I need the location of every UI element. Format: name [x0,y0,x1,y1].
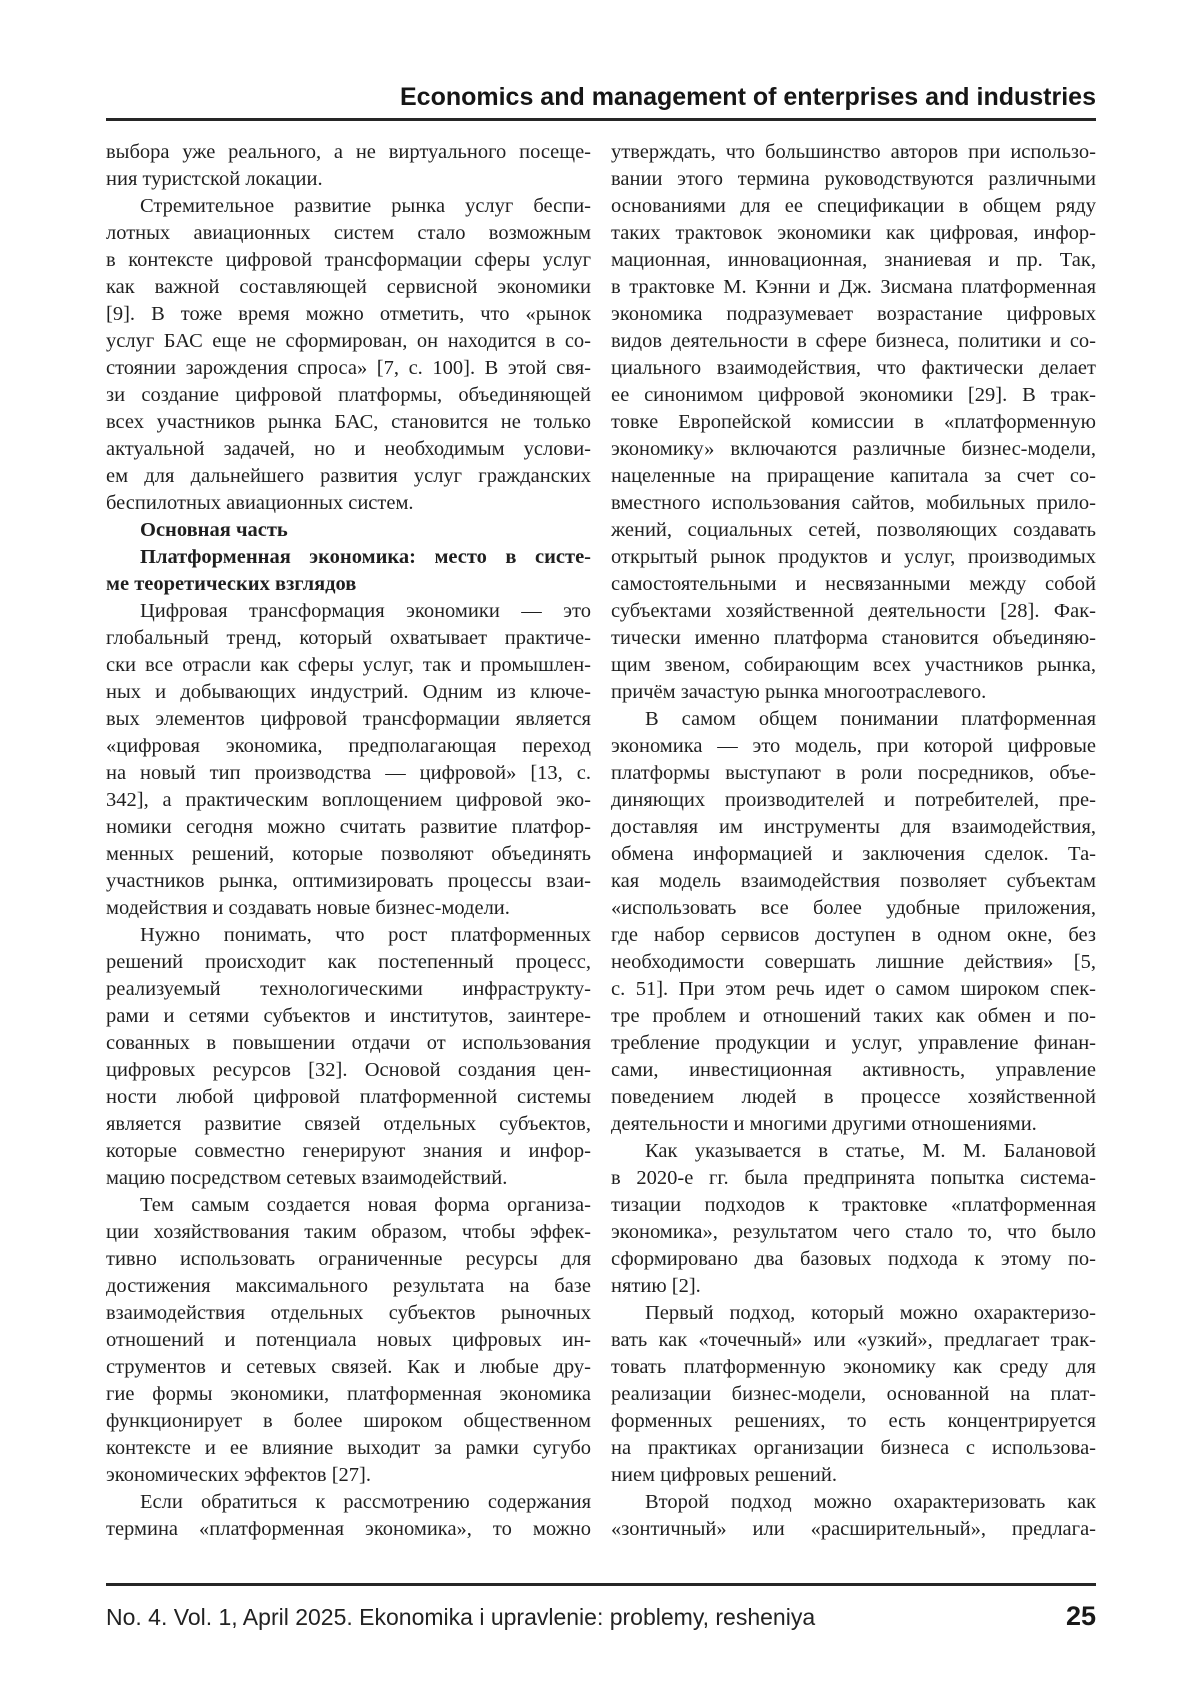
text-line: мацию посредством сетевых взаимодействий. [106,1167,508,1189]
text-line: нием цифровых решений. [611,1464,837,1486]
text-line: необходимости совершать лишние действия» [5, [611,951,1096,973]
text-line: глобальный тренд, который охватывает практиче- [106,627,591,649]
text-line: вать как «точечный» или «узкий», предлагает трак- [611,1329,1096,1351]
text-line: всех участников рынка БАС, становится не только [106,411,591,433]
text-line: лотных авиационных систем стало возможным [106,222,591,244]
footer-rule [106,1583,1096,1586]
text-line: «зонтичный» или «расширительный», предлага- [611,1518,1096,1540]
paragraph [611,1489,1096,1543]
text-line: услуг БАС еще не сформирован, он находится в со- [106,330,591,352]
text-line: Второй подход можно охарактеризовать как [645,1491,1096,1513]
text-line: как важной составляющей сервисной экономики [106,276,591,298]
text-line: Стремительное развитие рынка услуг беспи- [140,195,591,217]
header-rule [106,118,1096,121]
text-line: [9]. В тоже время можно отметить, что «рынок [106,303,591,325]
text-line: которые совместно генерируют знания и инфор- [106,1140,591,1162]
footer-page-number: 25 [1065,1601,1096,1631]
text-line: в контексте цифровой трансформации сферы услуг [106,249,591,271]
text-line: решений происходит как постепенный процесс, [106,951,591,973]
text-line: ме теоретических взглядов [106,573,357,595]
section-heading [106,517,591,544]
paragraph [611,1138,1096,1300]
text-line: «цифровая экономика, предполагающая переход [106,735,591,757]
text-line: термина «платформенная экономика», то можно [106,1518,591,1540]
text-line: контексте и ее влияние выходит за рамки сугубо [106,1437,591,1459]
text-line: Цифровая трансформация экономики — это [140,600,591,622]
text-line: поведением людей в процессе хозяйственной [611,1086,1096,1108]
text-line: Первый подход, который можно охарактеризо- [645,1302,1096,1324]
text-line: цифровых ресурсов [32]. Основой создания цен- [106,1059,591,1081]
text-line: нятию [2]. [611,1275,701,1297]
text-line: экономика», результатом чего стало то, что было [611,1221,1096,1243]
text-line: гие формы экономики, платформенная экономика [106,1383,591,1405]
text-line: сами, инвестиционная активность, управление [611,1059,1096,1081]
text-line: «использовать все более удобные приложения, [611,897,1096,919]
text-line: экономика подразумевает возрастание цифровых [611,303,1096,325]
text-line: выбора уже реального, а не виртуального посеще- [106,141,591,163]
text-line: мационная, инновационная, знаниевая и пр. Так, [611,249,1096,271]
text-line: сованных в повышении отдачи от использования [106,1032,591,1054]
text-line: форменных решениях, то есть концентрируется [611,1410,1096,1432]
text-line: В самом общем понимании платформенная [645,708,1096,730]
text-line: реализации бизнес-модели, основанной на плат- [611,1383,1096,1405]
text-line: нацеленные на приращение капитала за счет со- [611,465,1096,487]
paragraph [611,706,1096,1138]
text-line: платформы выступают в роли посредников, объе- [611,762,1096,784]
column-right [611,139,1096,1543]
text-line: Платформенная экономика: место в систе- [140,546,591,568]
text-line: открытый рынок продуктов и услуг, производимых [611,546,1096,568]
text-line: ции хозяйствования таким образом, чтобы эффек- [106,1221,591,1243]
text-line: причём зачастую рынка многоотраслевого. [611,681,987,703]
text-line: экономических эффектов [27]. [106,1464,371,1486]
text-line: участников рынка, оптимизировать процессы взаи- [106,870,591,892]
running-head: Economics and management of enterprises and industries [399,83,1096,111]
footer-journal-line: No. 4. Vol. 1, April 2025. Ekonomika i upravlenie: problemy, resheniya [106,1604,816,1630]
text-line: струментов и сетевых связей. Как и любые дру- [106,1356,591,1378]
text-line: на новый тип производства — цифровой» [13, с. [106,762,591,784]
section-heading [106,544,591,598]
paragraph [106,598,591,922]
text-line: ния туристской локации. [106,168,323,190]
text-line: видов деятельности в сфере бизнеса, политики и со- [611,330,1096,352]
text-line: ем для дальнейшего развития услуг гражданских [106,465,591,487]
text-line: вых элементов цифровой трансформации является [106,708,591,730]
text-line: деятельности и многими другими отношениями. [611,1113,1037,1135]
text-line: реализуемый технологическими инфраструкту- [106,978,591,1000]
article-body [106,139,1096,1543]
text-line: самостоятельными и несвязанными между собой [611,573,1096,595]
text-line: вместного использования сайтов, мобильных прило- [611,492,1096,514]
paragraph [611,139,1096,706]
text-line: экономика — это модель, при которой цифровые [611,735,1096,757]
text-line: требление продукции и услуг, управление финан- [611,1032,1096,1054]
text-line: таких трактовок экономики как цифровая, инфор- [611,222,1096,244]
text-line: доставляя им инструменты для взаимодействия, [611,816,1096,838]
paragraph [106,139,591,193]
text-line: кая модель взаимодействия позволяет субъектам [611,870,1096,892]
text-line: функционирует в более широком общественном [106,1410,591,1432]
text-line: вании этого термина руководствуются различными [611,168,1096,190]
text-line: ных и добывающих индустрий. Одним из ключе- [106,681,591,703]
text-line: является развитие связей отдельных субъектов, [106,1113,591,1135]
text-line: сформировано два базовых подхода к этому по- [611,1248,1096,1270]
text-line: Нужно понимать, что рост платформенных [140,924,591,946]
text-line: Основная часть [140,519,288,541]
text-line: рами и сетями субъектов и институтов, заинтере- [106,1005,591,1027]
text-line: где набор сервисов доступен в одном окне, без [611,924,1096,946]
text-line: экономику» включаются различные бизнес-модели, [611,438,1096,460]
text-line: тре проблем и отношений таких как обмен и по- [611,1005,1096,1027]
text-line: актуальной задачей, но и необходимым услови- [106,438,591,460]
paragraph [106,922,591,1192]
text-line: номики сегодня можно считать развитие платфор- [106,816,591,838]
text-line: утверждать, что большинство авторов при использо- [611,141,1096,163]
text-line: в трактовке М. Кэнни и Дж. Зисмана платформенная [611,276,1096,298]
footer [106,1601,1096,1632]
text-line: субъектами хозяйственной деятельности [28]. Фак- [611,600,1096,622]
text-line: взаимодействия отдельных субъектов рыночных [106,1302,591,1324]
text-line: тически именно платформа становится объединяю- [611,627,1096,649]
column-left [106,139,591,1543]
text-line: отношений и потенциала новых цифровых ин- [106,1329,591,1351]
text-line: Как указывается в статье, М. М. Балановой [645,1140,1096,1162]
text-line: основаниями для ее спецификации в общем ряду [611,195,1096,217]
text-line: беспилотных авиационных систем. [106,492,414,514]
text-line: Если обратиться к рассмотрению содержания [140,1491,591,1513]
text-line: с. 51]. При этом речь идет о самом широком спек- [611,978,1096,1000]
text-line: менных решений, которые позволяют объединять [106,843,591,865]
text-line: тивно использовать ограниченные ресурсы для [106,1248,591,1270]
text-line: циального взаимодействия, что фактически делает [611,357,1096,379]
text-line: на практиках организации бизнеса с использова- [611,1437,1096,1459]
paragraph [106,193,591,517]
text-line: ее синонимом цифровой экономики [29]. В трак- [611,384,1096,406]
paragraph [106,1489,591,1543]
paragraph [106,1192,591,1489]
text-line: 342], а практическим воплощением цифровой эко- [106,789,591,811]
text-line: ности любой цифровой платформенной системы [106,1086,591,1108]
text-line: ски все отрасли как сферы услуг, так и промышлен- [106,654,591,676]
text-line: диняющих производителей и потребителей, пре- [611,789,1096,811]
text-line: товке Европейской комиссии в «платформенную [611,411,1096,433]
text-line: достижения максимального результата на базе [106,1275,591,1297]
text-line: товать платформенную экономику как среду для [611,1356,1096,1378]
text-line: Тем самым создается новая форма организа- [140,1194,591,1216]
text-line: в 2020-е гг. была предпринята попытка система- [611,1167,1096,1189]
text-line: щим звеном, собирающим всех участников рынка, [611,654,1096,676]
text-line: зи создание цифровой платформы, объединяющей [106,384,591,406]
text-line: стоянии зарождения спроса» [7, с. 100]. В этой свя- [106,357,591,379]
text-line: обмена информацией и заключения сделок. Та- [611,843,1096,865]
text-line: модействия и создавать новые бизнес-модели. [106,897,510,919]
paragraph [611,1300,1096,1489]
text-line: тизации подходов к трактовке «платформенная [611,1194,1096,1216]
text-line: жений, социальных сетей, позволяющих создавать [611,519,1096,541]
